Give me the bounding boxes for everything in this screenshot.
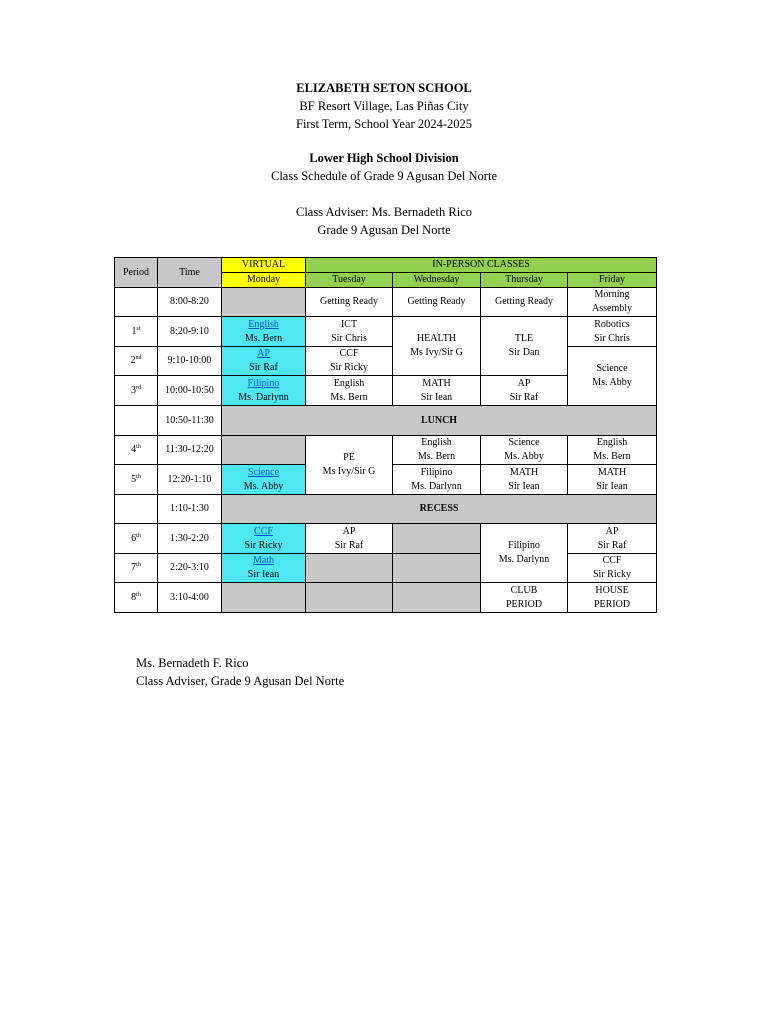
empty-cell (222, 436, 306, 465)
cell-line: PE (343, 452, 355, 463)
cell-line: Filipino (508, 540, 540, 551)
adviser-line: Class Adviser: Ms. Bernadeth Rico (295, 205, 473, 219)
schedule-cell: Getting Ready (393, 288, 481, 317)
class-link-math[interactable]: Math (252, 555, 275, 566)
schedule-cell (306, 347, 393, 376)
period-cell (115, 465, 158, 495)
cell-line: CCF (602, 555, 622, 566)
cell-line: Morning (594, 289, 630, 300)
class-link-english[interactable]: English (248, 318, 279, 330)
virtual-class-cell (222, 554, 306, 583)
recess-bar: RECESS (222, 495, 657, 524)
period-cell (115, 495, 158, 524)
time-cell: 8:20-9:10 (158, 317, 222, 347)
period-number: 1 (131, 325, 137, 337)
school-term: First Term, School Year 2024-2025 (296, 117, 472, 131)
schedule-table (114, 257, 657, 613)
cell-line: ICT (340, 318, 358, 330)
cell-line: MATH (422, 377, 451, 389)
adviser-header (0, 203, 768, 239)
cell-line: Assembly (592, 303, 633, 314)
schedule-cell (481, 436, 568, 465)
cell-line: CCF (339, 348, 359, 359)
period-cell (115, 583, 158, 613)
virtual-class-cell (222, 465, 306, 495)
cell-line: Sir Raf (334, 539, 364, 551)
schedule-title: Class Schedule of Grade 9 Agusan Del Norte (271, 169, 497, 183)
cell-line: Sir Iean (508, 480, 540, 492)
period-suffix: th (136, 532, 141, 539)
teacher-name: Ms. Abby (243, 480, 284, 492)
virtual-class-cell (222, 347, 306, 376)
schedule-cell (568, 347, 657, 406)
empty-cell (222, 583, 306, 613)
cell-line: Ms. Abby (504, 451, 544, 462)
schedule-cell: Getting Ready (306, 288, 393, 317)
schedule-cell (306, 436, 393, 495)
period-cell (115, 347, 158, 376)
class-link-filipino[interactable]: Filipino (247, 377, 280, 389)
schedule-cell (568, 317, 657, 347)
cell-line: MATH (597, 466, 627, 478)
cell-line: HEALTH (416, 333, 457, 344)
schedule-cell (568, 436, 657, 465)
schedule-cell (306, 524, 393, 554)
cell-line: HOUSE (595, 584, 629, 596)
teacher-name: Sir Raf (249, 362, 278, 373)
empty-cell (393, 554, 481, 583)
cell-line: AP (517, 377, 531, 389)
cell-line: English (421, 437, 452, 448)
schedule-cell (393, 317, 481, 376)
period-number: 2 (130, 355, 136, 366)
day-header-monday: Monday (222, 273, 306, 288)
period-cell (115, 376, 158, 406)
time-cell: 11:30-12:20 (158, 436, 222, 465)
teacher-name: Sir Iean (247, 569, 280, 580)
schedule-cell (393, 465, 481, 495)
section-name: Grade 9 Agusan Del Norte (317, 223, 451, 237)
empty-cell (393, 583, 481, 613)
time-cell: 12:20-1:10 (158, 465, 222, 495)
period-cell (115, 317, 158, 347)
time-cell: 1:10-1:30 (158, 495, 222, 524)
schedule-cell (481, 524, 568, 583)
period-column-header: Period (115, 258, 158, 288)
cell-line: PERIOD (505, 598, 543, 610)
cell-line: Sir Iean (420, 391, 453, 403)
period-cell (115, 436, 158, 465)
cell-line: Science (508, 437, 540, 448)
schedule-cell (306, 317, 393, 347)
cell-line: PERIOD (593, 598, 631, 610)
time-cell: 10:50-11:30 (158, 406, 222, 436)
school-address: BF Resort Village, Las Piñas City (299, 99, 469, 113)
virtual-class-cell (222, 376, 306, 406)
in-person-header: IN-PERSON CLASSES (306, 258, 657, 273)
period-cell (115, 406, 158, 436)
empty-cell (222, 288, 306, 317)
adviser-name: Ms. Bernadeth F. Rico (136, 656, 249, 670)
cell-line: Sir Raf (597, 539, 627, 551)
schedule-cell (568, 465, 657, 495)
virtual-header: VIRTUAL (222, 258, 306, 273)
period-suffix: nd (135, 355, 142, 361)
cell-line: Robotics (594, 318, 630, 330)
cell-line: Sir Chris (331, 332, 367, 344)
period-suffix: th (136, 562, 141, 568)
time-cell: 1:30-2:20 (158, 524, 222, 554)
school-header (0, 79, 768, 133)
division-header (0, 149, 768, 185)
schedule-cell: Getting Ready (481, 288, 568, 317)
schedule-cell (481, 583, 568, 613)
empty-cell (306, 583, 393, 613)
schedule-cell (481, 465, 568, 495)
day-header-wednesday: Wednesday (393, 273, 481, 288)
cell-line: MATH (509, 466, 539, 478)
class-link-ccf[interactable]: CCF (254, 525, 273, 537)
cell-line: Ms. Darlynn (498, 554, 550, 565)
time-cell: 9:10-10:00 (158, 347, 222, 376)
virtual-class-cell (222, 524, 306, 554)
cell-line: AP (342, 525, 356, 537)
schedule-cell (481, 317, 568, 376)
cell-line: TLE (514, 333, 534, 344)
schedule-cell (393, 376, 481, 406)
cell-line: CLUB (510, 584, 538, 596)
period-suffix: th (136, 444, 141, 450)
signature-block (136, 654, 344, 690)
schedule-cell (568, 524, 657, 554)
day-header-tuesday: Tuesday (306, 273, 393, 288)
cell-line: Sir Iean (596, 480, 628, 492)
cell-line: Ms. Bern (417, 451, 456, 462)
cell-line: English (333, 377, 365, 389)
period-number: 4 (131, 444, 137, 455)
period-number: 6 (131, 532, 137, 544)
empty-cell (306, 554, 393, 583)
school-name: ELIZABETH SETON SCHOOL (296, 81, 472, 95)
adviser-title: Class Adviser, Grade 9 Agusan Del Norte (136, 674, 345, 688)
cell-line: Ms. Darlynn (411, 480, 462, 492)
time-column-header: Time (158, 258, 222, 288)
class-link-ap[interactable]: AP (257, 348, 270, 359)
period-number: 8 (131, 591, 137, 603)
period-suffix: th (136, 473, 141, 480)
schedule-cell (481, 376, 568, 406)
virtual-class-cell (222, 317, 306, 347)
teacher-name: Ms. Darlynn (238, 391, 289, 403)
time-cell: 8:00-8:20 (158, 288, 222, 317)
period-cell (115, 524, 158, 554)
cell-line: Sir Raf (509, 391, 539, 403)
period-number: 5 (131, 473, 137, 485)
teacher-name: Ms. Bern (244, 332, 283, 344)
time-cell: 3:10-4:00 (158, 583, 222, 613)
schedule-cell (393, 436, 481, 465)
schedule-cell (568, 288, 657, 317)
schedule-cell (568, 583, 657, 613)
cell-line: Filipino (420, 466, 453, 478)
cell-line: Sir Ricky (592, 569, 632, 580)
cell-line: Ms. Bern (330, 391, 368, 403)
period-cell (115, 288, 158, 317)
period-suffix: rd (136, 384, 141, 391)
teacher-name: Sir Ricky (244, 539, 283, 551)
period-number: 3 (131, 384, 136, 396)
lunch-bar: LUNCH (222, 406, 657, 436)
empty-cell (393, 524, 481, 554)
class-link-science[interactable]: Science (247, 466, 280, 478)
time-cell: 10:00-10:50 (158, 376, 222, 406)
day-header-friday: Friday (568, 273, 657, 288)
cell-line: AP (605, 525, 619, 537)
schedule-cell (568, 554, 657, 583)
cell-line: Ms Ivy/Sir G (410, 347, 463, 358)
cell-line: Ms. Bern (593, 451, 631, 462)
division-name: Lower High School Division (309, 151, 459, 165)
cell-line: Science (596, 363, 628, 374)
cell-line: Ms. Abby (592, 377, 632, 388)
cell-line: English (596, 437, 628, 448)
period-number: 7 (131, 562, 137, 573)
time-cell: 2:20-3:10 (158, 554, 222, 583)
cell-line: Sir Ricky (329, 362, 369, 373)
period-suffix: st (136, 325, 141, 332)
cell-line: Sir Dan (508, 347, 540, 358)
day-header-thursday: Thursday (481, 273, 568, 288)
cell-line: Ms Ivy/Sir G (322, 466, 376, 477)
period-suffix: th (136, 591, 141, 598)
period-cell (115, 554, 158, 583)
cell-line: Sir Chris (594, 332, 630, 344)
schedule-cell (306, 376, 393, 406)
